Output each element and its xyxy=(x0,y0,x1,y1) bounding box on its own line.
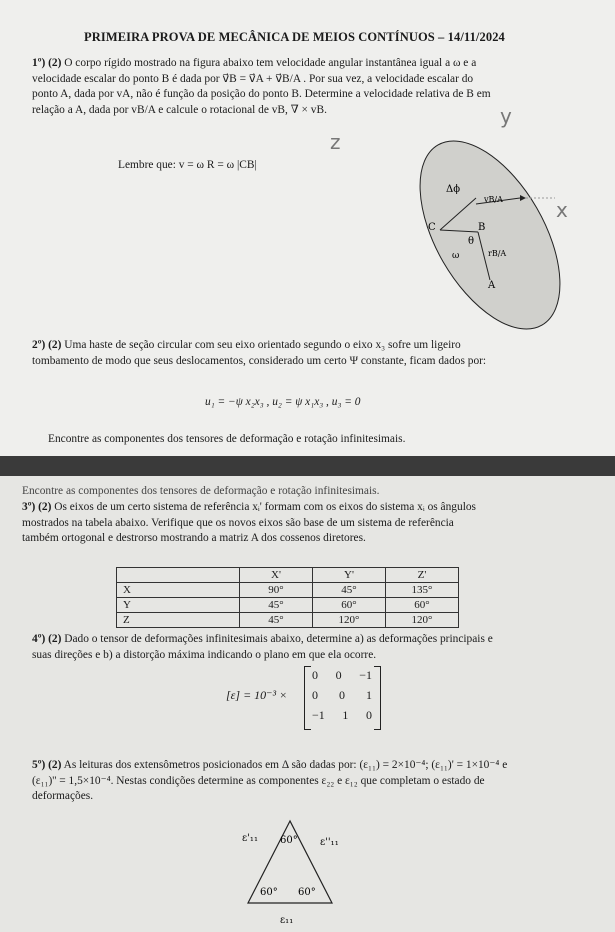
q2-line2: tombamento de modo que seus deslocamentos, considerado um certo Ψ constante, ficam dados por: xyxy=(32,354,487,367)
q3-prev-line: Encontre as componentes dos tensores de deformação e rotação infinitesimais. xyxy=(22,485,380,497)
matrix-cell: 0 xyxy=(312,668,318,682)
table-cell: 135° xyxy=(386,583,459,598)
q1-line2: velocidade escalar do ponto B é dada por v⃗B = v⃗A + v⃗B/A . Por sua vez, a velocidade escalar do xyxy=(32,72,474,85)
q1-line1: O corpo rígido mostrado na figura abaixo tem velocidade angular instantânea igual a ω e a xyxy=(61,57,477,69)
table-header: Z' xyxy=(386,568,459,583)
q3-line2: mostrados na tabela abaixo. Verifique que os novos eixos são base de um sistema de referência xyxy=(22,516,454,529)
q2-equation: u₁ = −ψ x₂x₃ , u₂ = ψ x₁x₃ , u₃ = 0 xyxy=(205,396,361,408)
table-cell: X xyxy=(117,583,240,598)
matrix-cell: 0 xyxy=(312,688,318,702)
table-header: Y' xyxy=(313,568,386,583)
table-cell: Y xyxy=(117,598,240,613)
table-row xyxy=(117,613,459,628)
table-cell: 60° xyxy=(386,598,459,613)
table-row xyxy=(117,583,459,598)
exam-title: PRIMEIRA PROVA DE MECÂNICA DE MEIOS CONTÍNUOS – 14/11/2024 xyxy=(84,30,505,44)
q5-number: 5º) (2) xyxy=(32,759,62,771)
q1-number: 1º) (2) xyxy=(32,57,62,69)
table-cell: 45° xyxy=(240,613,313,628)
q4-text xyxy=(32,632,592,663)
matrix-body xyxy=(312,668,372,728)
label-angle-left: 60° xyxy=(260,887,278,898)
label-omega: ω xyxy=(452,251,460,261)
matrix-cell: 0 xyxy=(366,708,372,722)
label-eps11-double-prime: ε''₁₁ xyxy=(320,837,339,848)
rigid-body-ellipse xyxy=(391,120,589,350)
page-top xyxy=(0,0,615,456)
q1-line3: ponto A, dada por vA, não é função da posição do ponto B. Determine a velocidade relativa de B em xyxy=(32,88,491,100)
table-cell: 60° xyxy=(313,598,386,613)
q4-line2: suas direções e b) a distorção máxima indicando o plano em que ela ocorre. xyxy=(32,648,377,661)
table-cell: 120° xyxy=(313,613,386,628)
q1-reminder: Lembre que: v = ω R = ω |CB| xyxy=(118,159,257,171)
q5-text xyxy=(32,758,602,805)
label-a: A xyxy=(488,280,496,291)
rigid-body-diagram xyxy=(380,120,600,350)
q3-text xyxy=(22,500,592,547)
direction-cosine-table xyxy=(116,567,459,628)
matrix-cell: −1 xyxy=(312,708,325,722)
table-cell: 90° xyxy=(240,583,313,598)
matrix-cell: 1 xyxy=(342,708,349,722)
matrix-right-bracket xyxy=(374,666,381,730)
matrix-cell: 1 xyxy=(366,688,372,702)
strain-matrix xyxy=(226,666,396,736)
table-cell xyxy=(117,568,240,583)
q4-line1: Dado o tensor de deformações infinitesimais abaixo, determine a) as deformações principais e xyxy=(61,633,493,645)
label-eps11-prime: ε'₁₁ xyxy=(242,833,258,844)
label-c: C xyxy=(428,222,436,233)
handwritten-z: z xyxy=(330,130,341,154)
matrix-left-bracket xyxy=(304,666,311,730)
label-b: B xyxy=(478,222,486,233)
strain-gauge-rosette xyxy=(240,811,340,929)
label-rba: rB/A xyxy=(488,249,507,258)
table-cell: 45° xyxy=(313,583,386,598)
q3-line3: também ortogonal e destrorso mostrando a matriz A dos cossenos diretores. xyxy=(22,532,366,544)
matrix-lhs: [ε] = 10⁻³ × xyxy=(226,688,288,702)
label-vba-top: vB/A xyxy=(484,195,503,204)
matrix-cell: −1 xyxy=(359,668,372,682)
handwritten-x: x xyxy=(556,198,568,222)
table-row xyxy=(117,598,459,613)
q2-line1: Uma haste de seção circular com seu eixo orientado segundo o eixo x₃ sofre um ligeiro xyxy=(61,339,461,351)
table-cell: Z xyxy=(117,613,240,628)
table-header-row xyxy=(117,568,459,583)
label-eps11: ε₁₁ xyxy=(280,915,294,926)
q2-number: 2º) (2) xyxy=(32,339,62,351)
q4-number: 4º) (2) xyxy=(32,633,62,645)
table-header: X' xyxy=(240,568,313,583)
q2-task: Encontre as componentes dos tensores de deformação e rotação infinitesimais. xyxy=(48,433,406,445)
label-angle-top: 60° xyxy=(280,835,298,846)
q3-number: 3º) (2) xyxy=(22,501,52,513)
label-delta-phi: Δϕ xyxy=(446,184,461,195)
page-bottom xyxy=(0,476,615,932)
label-theta: θ xyxy=(468,236,475,247)
matrix-cell: 0 xyxy=(339,688,345,702)
q2-text xyxy=(32,338,592,369)
q5-line3: deformações. xyxy=(32,790,94,802)
q5-line2: (ε₁₁)'' = 1,5×10⁻⁴. Nestas condições determine as componentes ε₂₂ e ε₁₂ que completam o estado de xyxy=(32,774,485,787)
q5-line1: As leituras dos extensômetros posicionados em Δ são dadas por: (ε₁₁) = 2×10⁻⁴; (ε₁₁)' = 1×10⁻⁴ e xyxy=(61,759,508,771)
label-angle-right: 60° xyxy=(298,887,316,898)
q1-line4: relação a A, dada por vB/A e calcule o rotacional de vB, ∇ × vB. xyxy=(32,103,327,116)
q3-line1: Os eixos de um certo sistema de referência xᵢ' formam com os eixos do sistema xᵢ os ângulos xyxy=(51,501,476,513)
matrix-cell: 0 xyxy=(335,668,342,682)
table-cell: 45° xyxy=(240,598,313,613)
handwritten-y: y xyxy=(500,104,512,128)
table-cell: 120° xyxy=(386,613,459,628)
